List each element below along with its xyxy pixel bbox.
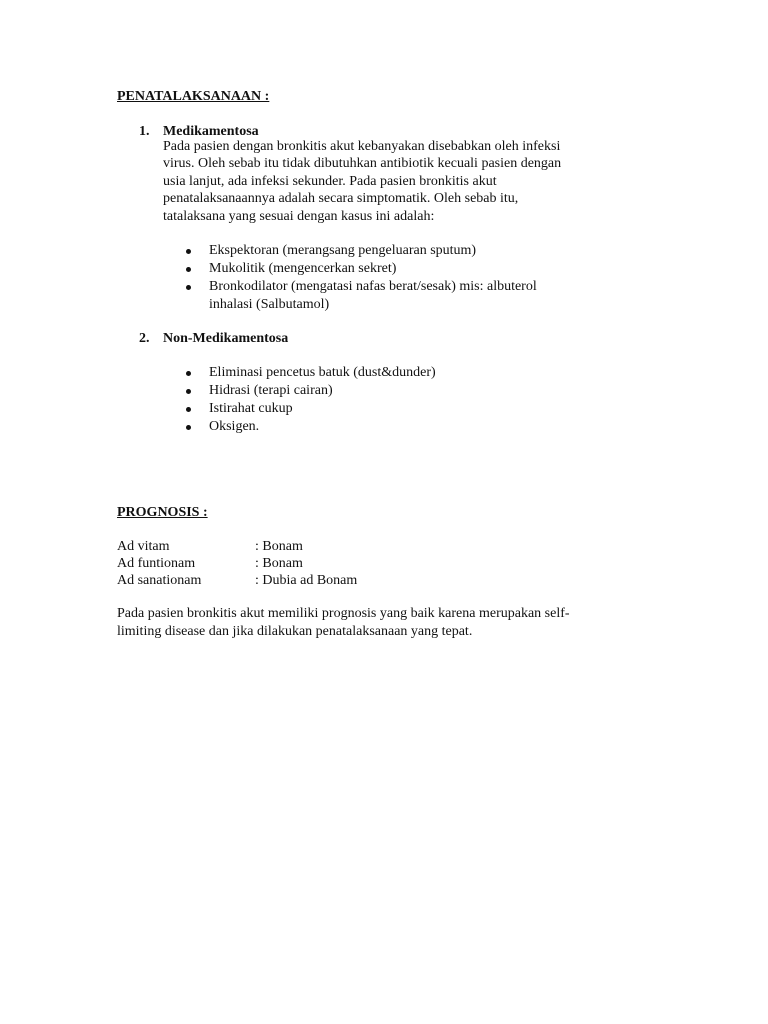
list-item-text: Istirahat cukup [209,401,293,416]
bullet-icon [186,371,191,376]
prognosis-label: Ad funtionam [117,556,196,571]
bullet-icon [186,425,191,430]
medikamentosa-paragraph [163,138,653,225]
paragraph-line: Pada pasien dengan bronkitis akut kebanyakan disebabkan oleh infeksi [163,139,561,154]
prognosis-label: Ad vitam [117,539,170,554]
list-item-text: Oksigen. [209,419,260,434]
list-item [185,364,436,382]
section-number-medikamentosa: 1. [139,124,150,139]
list-item-text: Bronkodilator (mengatasi nafas berat/sesak) mis: albuterol [209,279,537,294]
list-item [185,418,436,436]
paragraph-line: virus. Oleh sebab itu tidak dibutuhkan antibiotik kecuali pasien dengan [163,156,562,172]
paragraph-line: Pada pasien bronkitis akut memiliki prognosis yang baik karena merupakan self- [117,606,570,621]
list-item [185,260,537,278]
bullet-icon [186,285,191,290]
bullet-icon [186,407,191,412]
prognosis-value: : Bonam [255,556,303,571]
list-item [185,242,537,260]
paragraph-line: tatalaksana yang sesuai dengan kasus ini adalah: [163,208,435,224]
prognosis-value: : Dubia ad Bonam [255,573,358,588]
list-item [185,278,537,314]
prognosis-heading: PROGNOSIS : [117,505,208,520]
prognosis-value: : Bonam [255,539,303,554]
section-title-non-medikamentosa: Non-Medikamentosa [163,331,289,346]
non-medikamentosa-bullet-list [185,364,436,436]
list-item-text: Hidrasi (terapi cairan) [209,383,333,398]
prognosis-label: Ad sanationam [117,573,202,588]
list-item-text: Eliminasi pencetus batuk (dust&dunder) [209,365,436,380]
bullet-icon [186,267,191,272]
list-item [185,400,436,418]
paragraph-line: penatalaksanaannya adalah secara simptomatik. Oleh sebab itu, [163,191,519,207]
penatalaksanaan-heading: PENATALAKSANAAN : [117,89,270,104]
list-item-text: Mukolitik (mengencerkan sekret) [209,261,397,276]
section-title-medikamentosa: Medikamentosa [163,124,259,139]
list-item-text-continued: inhalasi (Salbutamol) [209,297,330,312]
list-item-text: Ekspektoran (merangsang pengeluaran sputum) [209,243,477,258]
bullet-icon [186,249,191,254]
paragraph-line: limiting disease dan jika dilakukan penatalaksanaan yang tepat. [117,624,473,639]
paragraph-line: usia lanjut, ada infeksi sekunder. Pada pasien bronkitis akut [163,173,497,189]
list-item [185,382,436,400]
section-number-non-medikamentosa: 2. [139,331,150,346]
medikamentosa-bullet-list [185,242,537,314]
bullet-icon [186,389,191,394]
prognosis-closing-paragraph [117,605,677,641]
